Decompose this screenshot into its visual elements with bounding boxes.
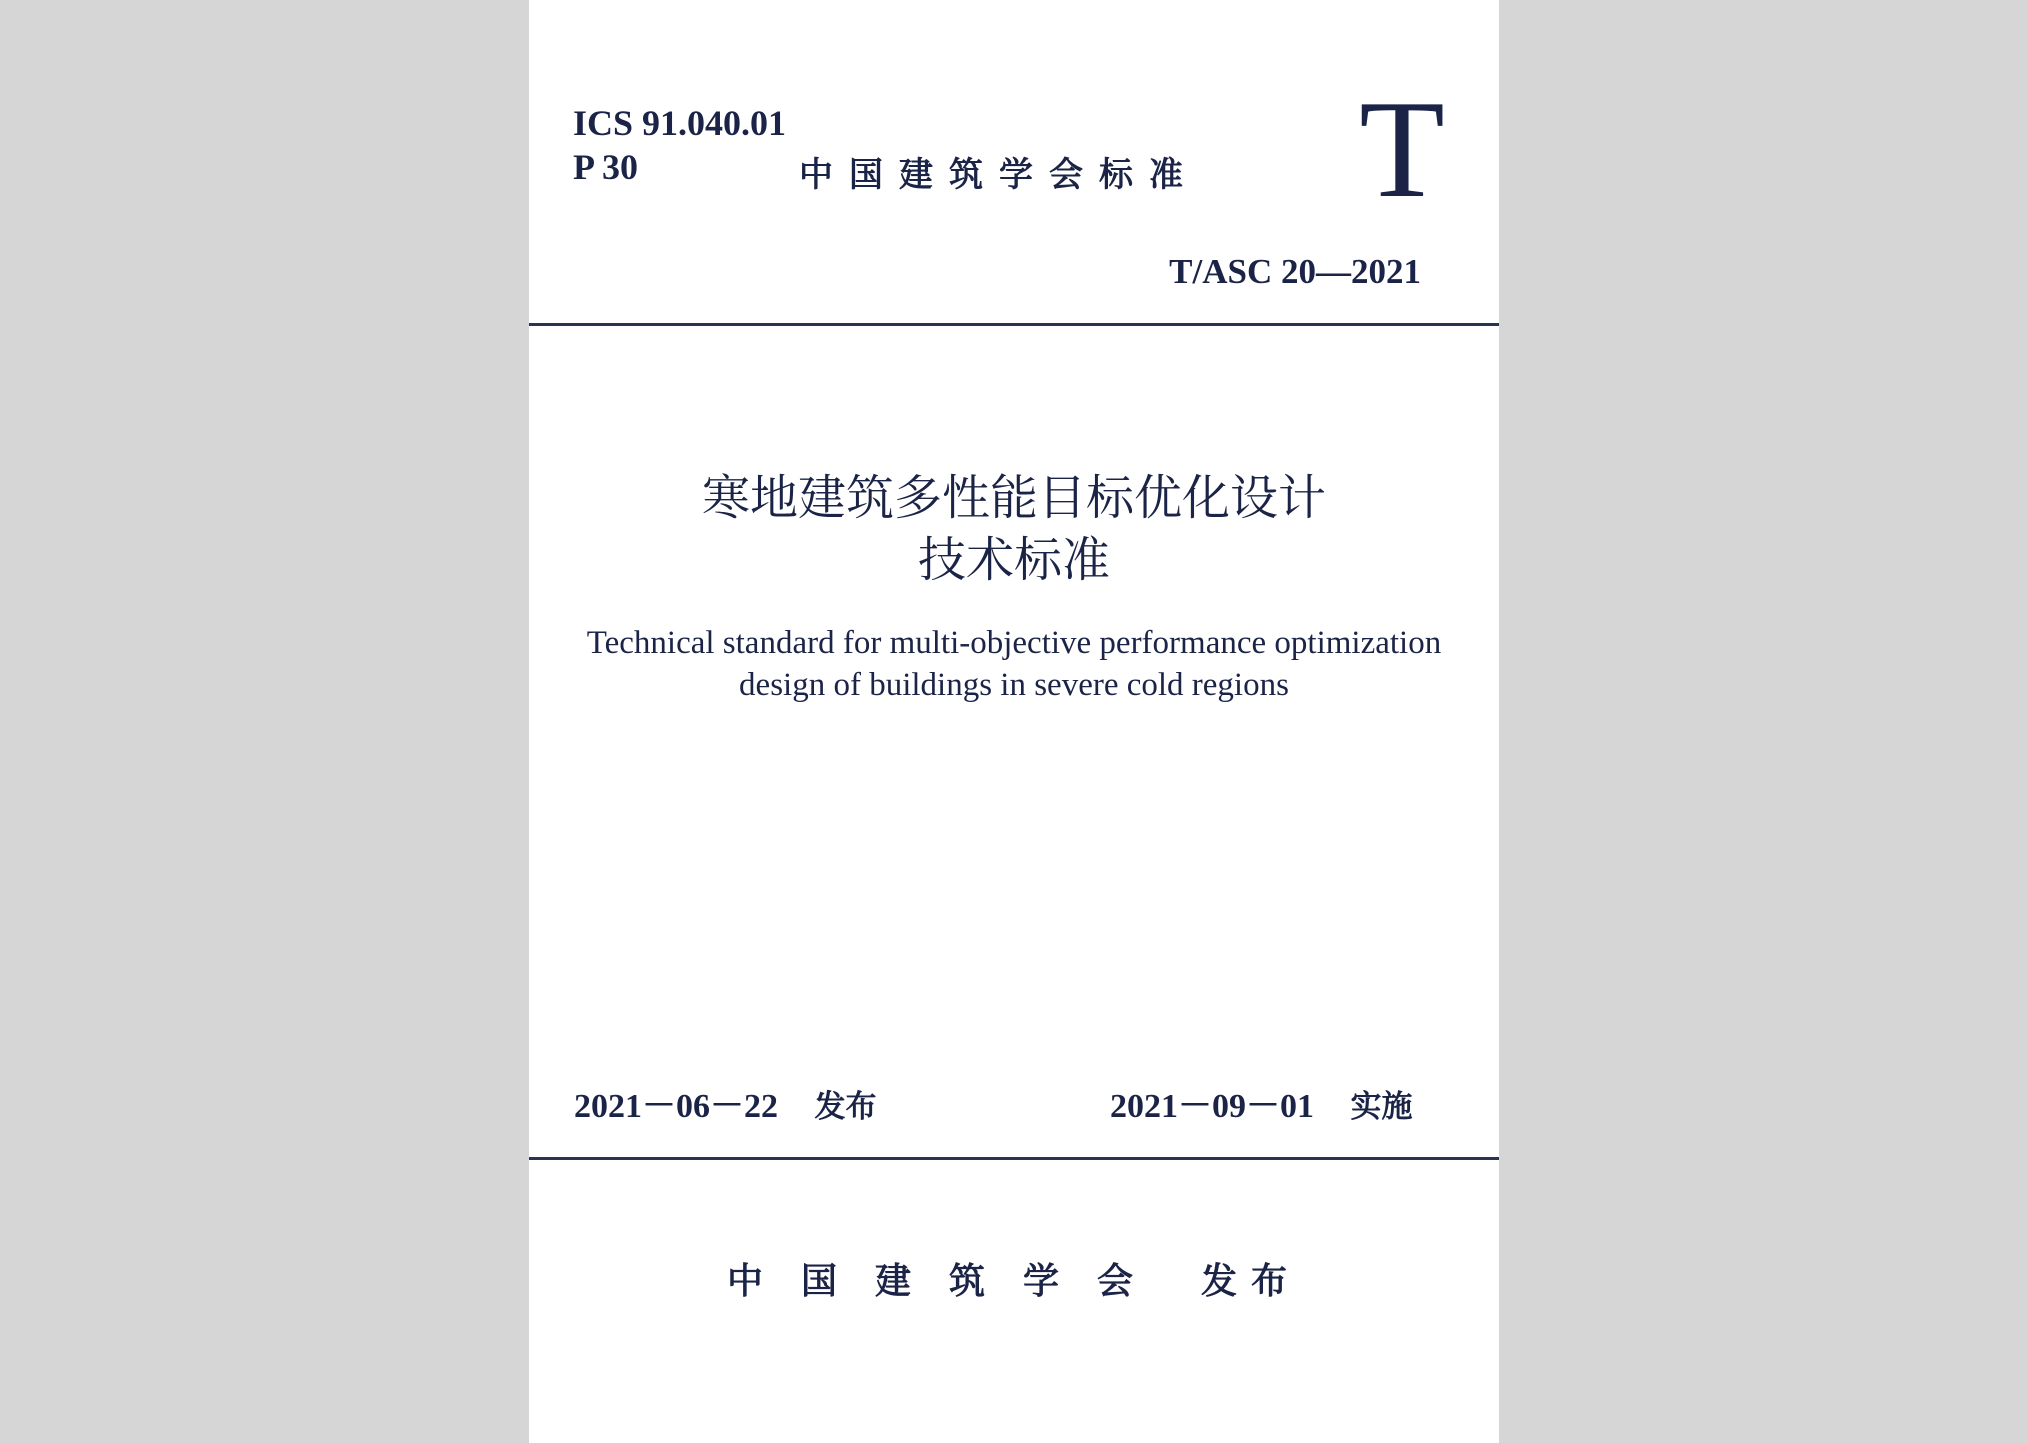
footer-divider	[529, 1157, 1499, 1160]
standard-cover-page	[529, 0, 1499, 1443]
implementation-label: 实施	[1350, 1089, 1413, 1125]
standard-number: T/ASC 20—2021	[1169, 252, 1421, 291]
category-letter: T	[1359, 72, 1445, 227]
issue-date: 2021－06－22	[574, 1088, 778, 1125]
title-english-line-2: design of buildings in severe cold regions	[739, 667, 1289, 703]
header-divider	[529, 323, 1499, 326]
title-chinese-line-2: 技术标准	[917, 532, 1110, 588]
publish-action: 发布	[1201, 1261, 1302, 1302]
title-english-line-1: Technical standard for multi-objective performance optimization	[586, 625, 1442, 661]
ics-code: ICS 91.040.01	[573, 103, 787, 143]
implementation-date: 2021－09－01	[1110, 1088, 1314, 1125]
standard-series-label: 中国建筑学会标准	[799, 155, 1199, 195]
issue-label: 发布	[814, 1089, 877, 1125]
publisher-line	[529, 1260, 1499, 1304]
title-chinese-line-1: 寒地建筑多性能目标优化设计	[701, 470, 1326, 526]
issue-date-block	[574, 1086, 877, 1128]
publisher-name: 中国建筑学会	[726, 1261, 1171, 1302]
classification-code: P 30	[573, 147, 639, 187]
implementation-date-block	[1110, 1086, 1413, 1128]
